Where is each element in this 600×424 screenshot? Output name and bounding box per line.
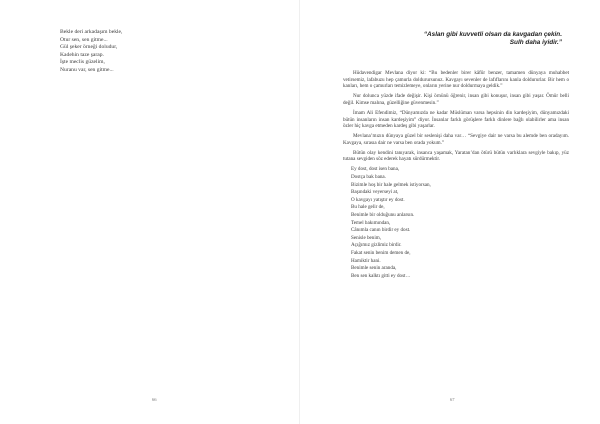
page-number-right: 67 [450,397,455,402]
verse-line: Bu hale gelir de, [351,204,385,211]
poem-line: Gül şeker örneği doludur, [60,44,118,51]
verse-line: Benimle bir olduğunu anlarsın. [351,211,415,218]
verse-line: Cânımla canın birdir ey dost. [351,227,411,234]
left-poem [60,29,260,75]
verse-line: Bizimle hoş bir hale gelmek istiyorsan, [351,181,431,188]
verse-line: Açığımız gizlimiz birdir. [351,242,402,249]
poem-line: Otur sen, sen gitme... [60,36,108,43]
verse-line: Dostça bak bana. [351,173,386,180]
verse-line: O kavgayı yatıştır ey dost. [351,196,405,203]
poem-line: Bekle deri arkadaşım bekle, [60,29,123,35]
verse-line: Temel bakımından, [351,219,391,226]
poem-line: Nuranu var, sen gitme... [60,66,114,73]
verse-line: Ben sen kalktı gitti ey dost… [351,272,411,279]
paragraph: Mevlana’mızın dünyaya güzel bir seslenişi daha var… “Sevgiye dair ne varsa bu alemde ben oradayım. Kavgaya, sırasıa dair ne varsa ben orada yokum.” [343,133,569,146]
motto-line: Sulh daha iyidir.” [509,39,562,47]
body-text [343,70,569,280]
paragraph: Hüdavendigar Mevlana diyor ki: “Bu bedenler birer kâfûr benzer, tamamen dünyaya muhabbet vetirsemiz, lafabuzu hep çamurla doldurursunuz. Kavgayı sevenler de lafıflarını kanla doldururlar. Bir hem o kanları, hem o çamurları temizlemeye, onların yerine nur doldurmaya geldik.” [343,70,569,90]
verse-line: Senisle benim, [351,234,381,241]
poem-line: İşte meclis güzelim, [60,59,105,66]
poem-line: Kadehin taze şarap. [60,51,104,58]
verse-block [351,166,569,280]
verse-line: Benimle senin aranda, [351,265,397,272]
verse-line: Başındaki veyerseyi at, [351,189,399,196]
page-number-left: 66 [152,397,157,402]
paragraph: İmam Ali Efendimiz, “Dünyamızda ne kadar Müslüman varsa hepsinin din kardeşiyim, dünyamızdaki bütün insanların insan kardeşiyim” diyor. İnsanlar farklı görüşlere farklı dinlere bağlı olabilirler ama insan özler hiç kavga etmeden kardeş gibi yaşarlar. [343,109,569,130]
right-page [300,0,600,424]
verse-line: Ey dost, dost isen bana, [351,166,400,173]
verse-line: Fakat senin benim demen de, [351,249,411,256]
paragraph: Nur dolunca yüzde ifade değişir. Kişi örnünü öğrenir, insan gibi konuşur, insan gibi yaşar. Ömür belli değil. Kimse malına, güzelliğine güvenmesin.” [343,93,569,106]
motto-line: “Aslan gibi kuvvetli olsan da kavgadan çekin. [423,31,562,38]
verse-line: Hamiktir hani. [351,257,381,264]
paragraph: Bütün olay kendini tanıyarak, insanca yaşamak, Yaratan’dan ötürü bütün varlıklara sevgiyle bakıp, yüz tutana sevgiden söz ederek hayatı sürdürmektir. [343,149,569,163]
chapter-motto [362,31,562,47]
